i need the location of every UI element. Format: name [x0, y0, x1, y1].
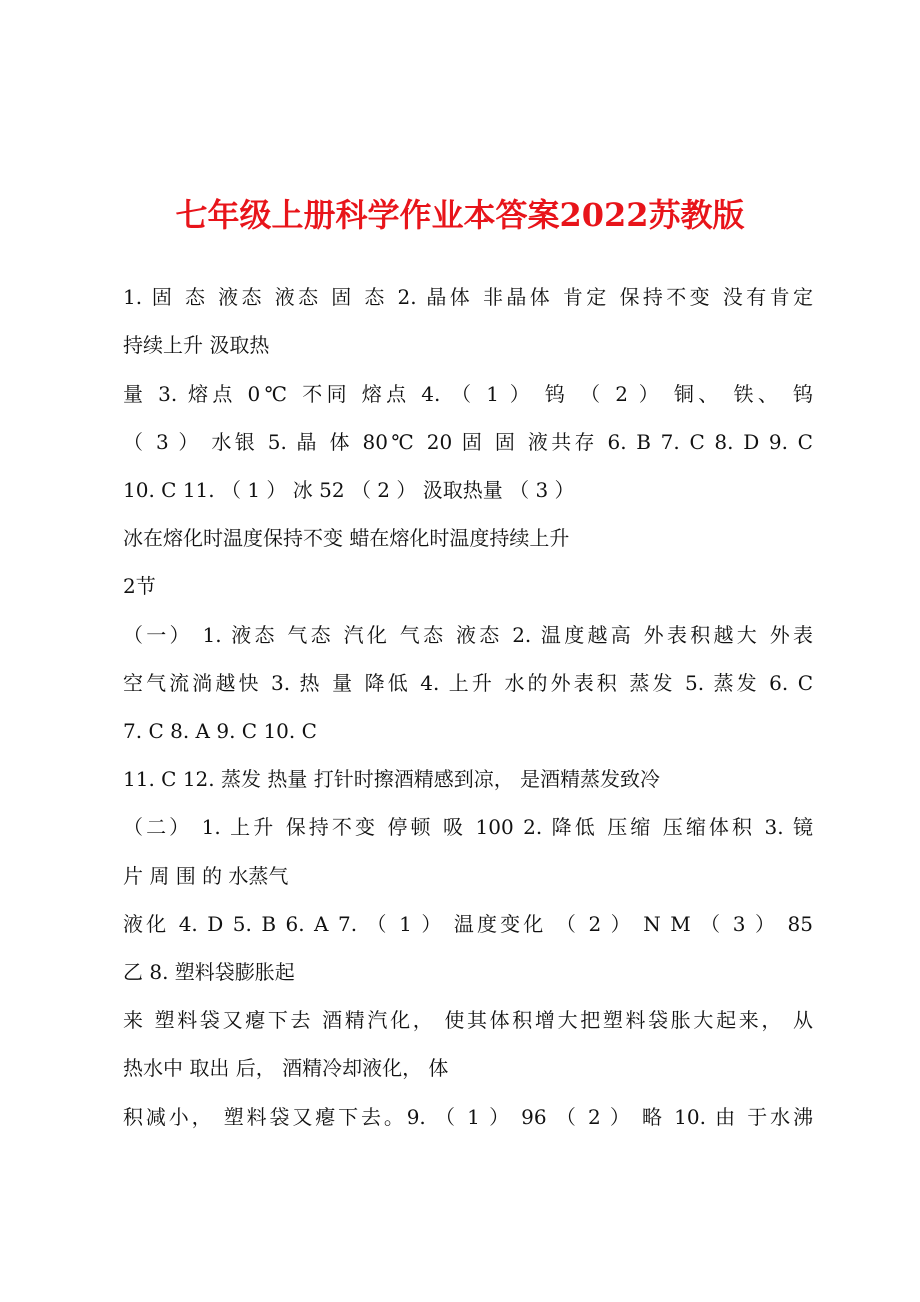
answer-line: 乙 8. 塑料袋膨胀起 [123, 960, 295, 984]
answer-line: 液化 4. D 5. B 6. A 7. （ 1 ） 温度变化 （ 2 ） N M （ 3 ） 85 [123, 912, 813, 936]
answer-line: 片 周 围 的 水蒸气 [123, 864, 289, 888]
document-title: 七年级上册科学作业本答案2022苏教版 [175, 196, 745, 234]
answer-line: 热水中 取出 后， 酒精冷却液化， 体 [123, 1056, 449, 1080]
answer-line: 10. C 11. （ 1 ） 冰 52 （ 2 ） 汲取热量 （ 3 ） [123, 478, 575, 502]
answer-line: 空气流淌越快 3. 热 量 降低 4. 上升 水的外表积 蒸发 5. 蒸发 6. C [123, 671, 813, 695]
answer-line: 持续上升 汲取热 [123, 333, 270, 357]
answer-line: （二） 1. 上升 保持不变 停顿 吸 100 2. 降低 压缩 压缩体积 3. 镜 [123, 815, 813, 839]
answer-line: 1. 固 态 液态 液态 固 态 2. 晶体 非晶体 肯定 保持不变 没有肯定 [123, 285, 813, 309]
answer-line: 11. C 12. 蒸发 热量 打针时擦酒精感到凉， 是酒精蒸发致冷 [123, 767, 661, 791]
answer-line: （ 3 ） 水银 5. 晶 体 80℃ 20 固 固 液共存 6. B 7. C 8. D 9. C [123, 430, 813, 454]
section-heading: 2节 [123, 574, 156, 598]
answer-line: （一） 1. 液态 气态 汽化 气态 液态 2. 温度越高 外表积越大 外表 [123, 623, 813, 647]
answer-line: 7. C 8. A 9. C 10. C [123, 719, 317, 743]
answer-line: 冰在熔化时温度保持不变 蜡在熔化时温度持续上升 [123, 526, 570, 550]
answer-line: 量 3. 熔点 0℃ 不同 熔点 4. （ 1 ） 钨 （ 2 ） 铜、 铁、 钨 [123, 382, 813, 406]
answer-line: 积减小， 塑料袋又瘪下去。9. （ 1 ） 96 （ 2 ） 略 10. 由 于水沸 [123, 1105, 813, 1129]
answer-line: 来 塑料袋又瘪下去 酒精汽化， 使其体积增大把塑料袋胀大起来， 从 [123, 1008, 813, 1032]
